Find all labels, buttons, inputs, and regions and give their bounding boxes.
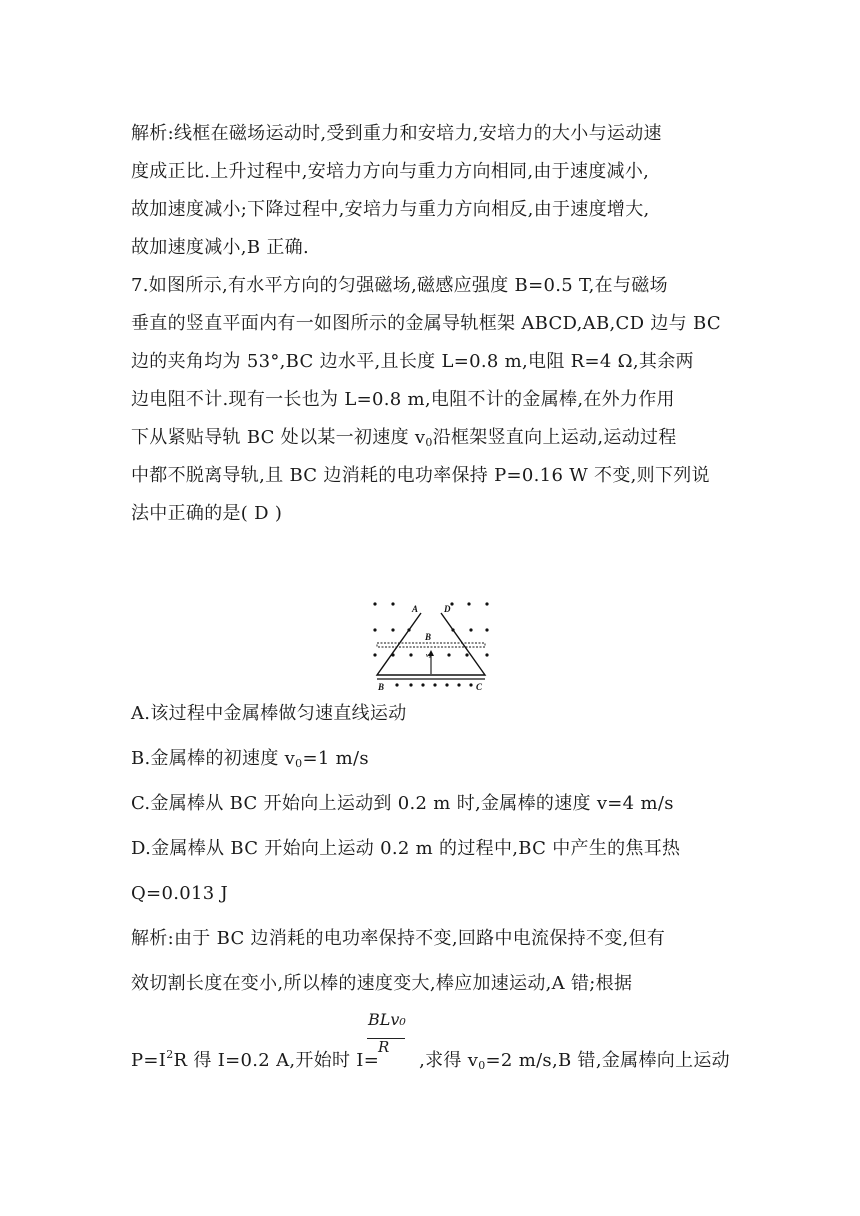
line-1: 解析:线框在磁场运动时,受到重力和安培力,安培力的大小与运动速 — [131, 123, 662, 144]
fraction-denominator: R — [378, 1038, 390, 1056]
label-d: D — [444, 604, 451, 614]
option-a: A.该过程中金属棒做匀速直线运动 — [131, 703, 407, 724]
option-d-line2: Q=0.013 J — [131, 883, 229, 904]
option-b: B.金属棒的初速度 $v_0=1$ m/s — [131, 748, 369, 770]
analysis-line-2: 效切割长度在变小,所以棒的速度变大,棒应加速运动,A 错;根据 — [131, 973, 633, 994]
line-11: 法中正确的是( D ) — [131, 503, 283, 524]
option-c: C.金属棒从 BC 开始向上运动到 0.2 m 时,金属棒的速度 v=4 m/s — [131, 793, 674, 814]
line-6: 垂直的竖直平面内有一如图所示的金属导轨框架 ABCD,AB,CD 边与 BC — [131, 313, 721, 334]
label-b-field: B — [425, 632, 432, 642]
label-v0: v₀ — [426, 653, 431, 659]
line-7: 边的夹角均为 53°,BC 边水平,且长度 L=0.8 m,电阻 R=4 Ω,其余两 — [131, 351, 694, 372]
line-3: 故加速度减小;下降过程中,安培力与重力方向相反,由于速度增大, — [131, 199, 650, 220]
line-8: 边电阻不计.现有一长也为 L=0.8 m,电阻不计的金属棒,在外力作用 — [131, 389, 675, 410]
line-4: 故加速度减小,B 正确. — [131, 237, 309, 258]
rail-frame-figure — [365, 596, 495, 696]
label-b: B — [378, 682, 385, 692]
analysis-line-3: $P=I^2R$ 得 I=0.2 A,开始时 I= ,求得 $v_0=2$ m/s,B 错,金属棒向上运动 — [131, 1048, 730, 1072]
label-c: C — [476, 682, 483, 692]
fraction-numerator: BLv₀ — [368, 1010, 406, 1029]
line-10: 中都不脱离导轨,且 BC 边消耗的电功率保持 P=0.16 W 不变,则下列说 — [131, 465, 710, 486]
label-a: A — [412, 604, 419, 614]
analysis-line-1: 解析:由于 BC 边消耗的电功率保持不变,回路中电流保持不变,但有 — [131, 928, 666, 949]
line-9: 下从紧贴导轨 BC 处以某一初速度 $v_0$沿框架竖直向上运动,运动过程 — [131, 427, 677, 449]
metal-rod — [377, 643, 485, 647]
line-2: 度成正比.上升过程中,安培力方向与重力方向相同,由于速度减小, — [131, 161, 650, 182]
option-d-line1: D.金属棒从 BC 开始向上运动 0.2 m 的过程中,BC 中产生的焦耳热 — [131, 838, 681, 859]
line-5: 7.如图所示,有水平方向的匀强磁场,磁感应强度 B=0.5 T,在与磁场 — [131, 275, 668, 296]
